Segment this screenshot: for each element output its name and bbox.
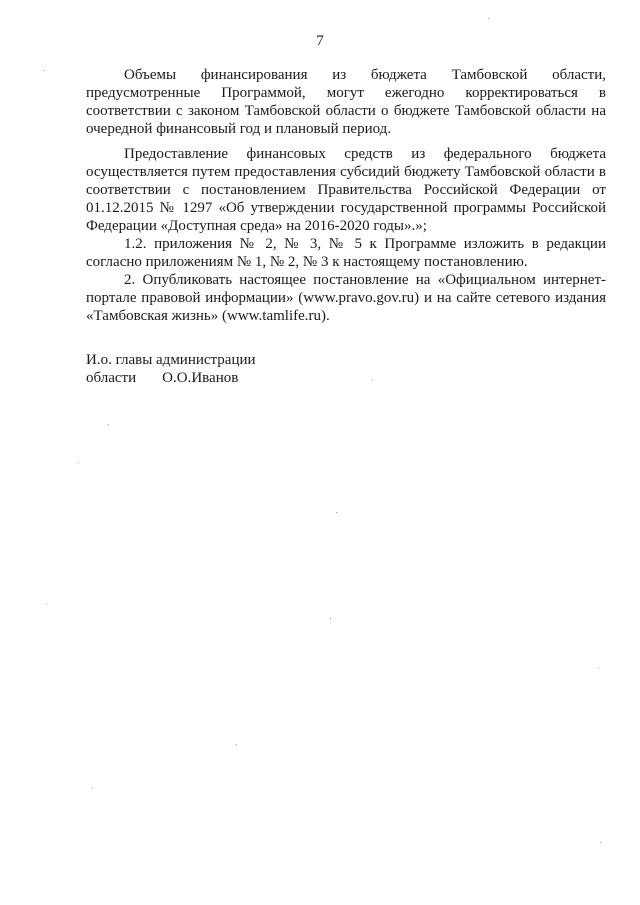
signatory-title: И.о. главы администрации: [86, 352, 256, 368]
scan-speck: [78, 462, 79, 463]
scan-speck: [92, 788, 93, 789]
scan-speck: [108, 424, 109, 425]
paragraph-appendices: 1.2. приложения № 2, № 3, № 5 к Программе изложить в редакции согласно приложениям № 1, № 2, № 3 к настоящему постановлению.: [86, 236, 606, 270]
paragraph-financing-volumes: Объемы финансирования из бюджета Тамбовской области, предусмотренные Программой, могут ежегодно корректироваться в соответствии с законом Тамбовской области о бюджете Тамбовской области на очередной финансовый год и плановый период.: [86, 67, 606, 137]
signature-block: [86, 351, 386, 387]
scan-speck: [488, 18, 489, 19]
scan-speck: [46, 604, 47, 605]
document-body: [86, 66, 606, 332]
scan-speck: [330, 618, 331, 619]
scan-speck: [600, 842, 601, 843]
scan-speck: [336, 512, 337, 513]
signatory-region: области: [86, 370, 137, 386]
signatory-title-continued: [86, 369, 386, 387]
paragraph-publication: 2. Опубликовать настоящее постановление на «Официальном интернет-портале правовой информации» (www.pravo.gov.ru) и на сайте сетевого издания «Тамбовская жизнь» (www.tamlife.ru).: [86, 272, 606, 324]
scan-speck: [44, 70, 45, 71]
scan-speck: [372, 380, 373, 381]
signatory-name: О.О.Иванов: [162, 370, 239, 386]
scan-speck: [598, 668, 599, 669]
paragraph-federal-funds: Предоставление финансовых средств из федерального бюджета осуществляется путем предоставления субсидий бюджету Тамбовской области в соответствии с постановлением Правительства Российской Федерации от 01.12.2015 № 1297 «Об утверждении государственной программы Российской Федерации «Доступная среда» на 2016-2020 годы».»;: [86, 146, 606, 234]
scan-speck: [236, 744, 237, 745]
page-number: 7: [316, 33, 324, 49]
